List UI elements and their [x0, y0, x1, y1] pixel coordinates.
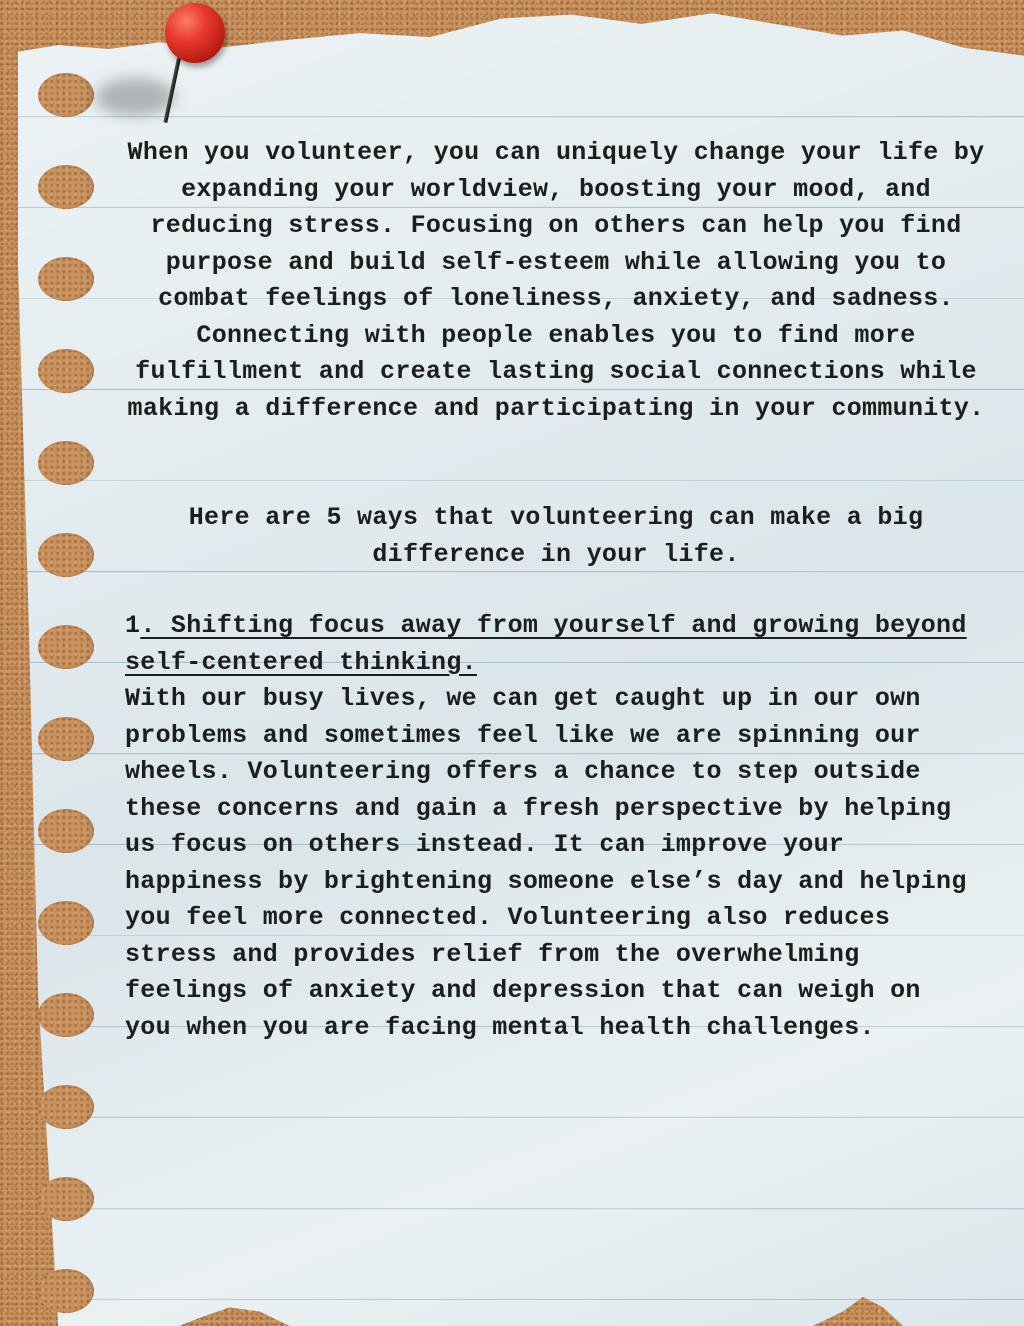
section-body: With our busy lives, we can get caught up in our own problems and sometimes feel like we are spinning our wheels. Volunteering offers a chance to step outside these concerns and gain a fresh perspective by helping us focus on others instead. It can improve your happiness by brightening someone else’s day and helping you feel more connected. Volunteering also reduces stress and provides relief from the overwhelming feelings of anxiety and depression that can weigh on you when you are facing mental health challenges.: [125, 684, 967, 1042]
section-heading: [125, 608, 970, 681]
pin-head: [165, 3, 225, 63]
section-title: . Shifting focus away from yourself and growing beyond self-centered thinking.: [125, 611, 967, 677]
section-number: 1: [125, 611, 141, 640]
intro-paragraph: When you volunteer, you can uniquely change your life by expanding your worldview, boosting your mood, and reducing stress. Focusing on others can help you find purpose and build self-esteem while allowing you to combat feelings of loneliness, anxiety, and sadness. Connecting with people enables you to find more fulfillment and create lasting social connections while making a difference and participating in your community.: [127, 138, 985, 423]
list-intro: Here are 5 ways that volunteering can make a big difference in your life.: [188, 503, 924, 569]
section-1: [125, 608, 970, 1046]
pin-shadow: [95, 78, 175, 116]
